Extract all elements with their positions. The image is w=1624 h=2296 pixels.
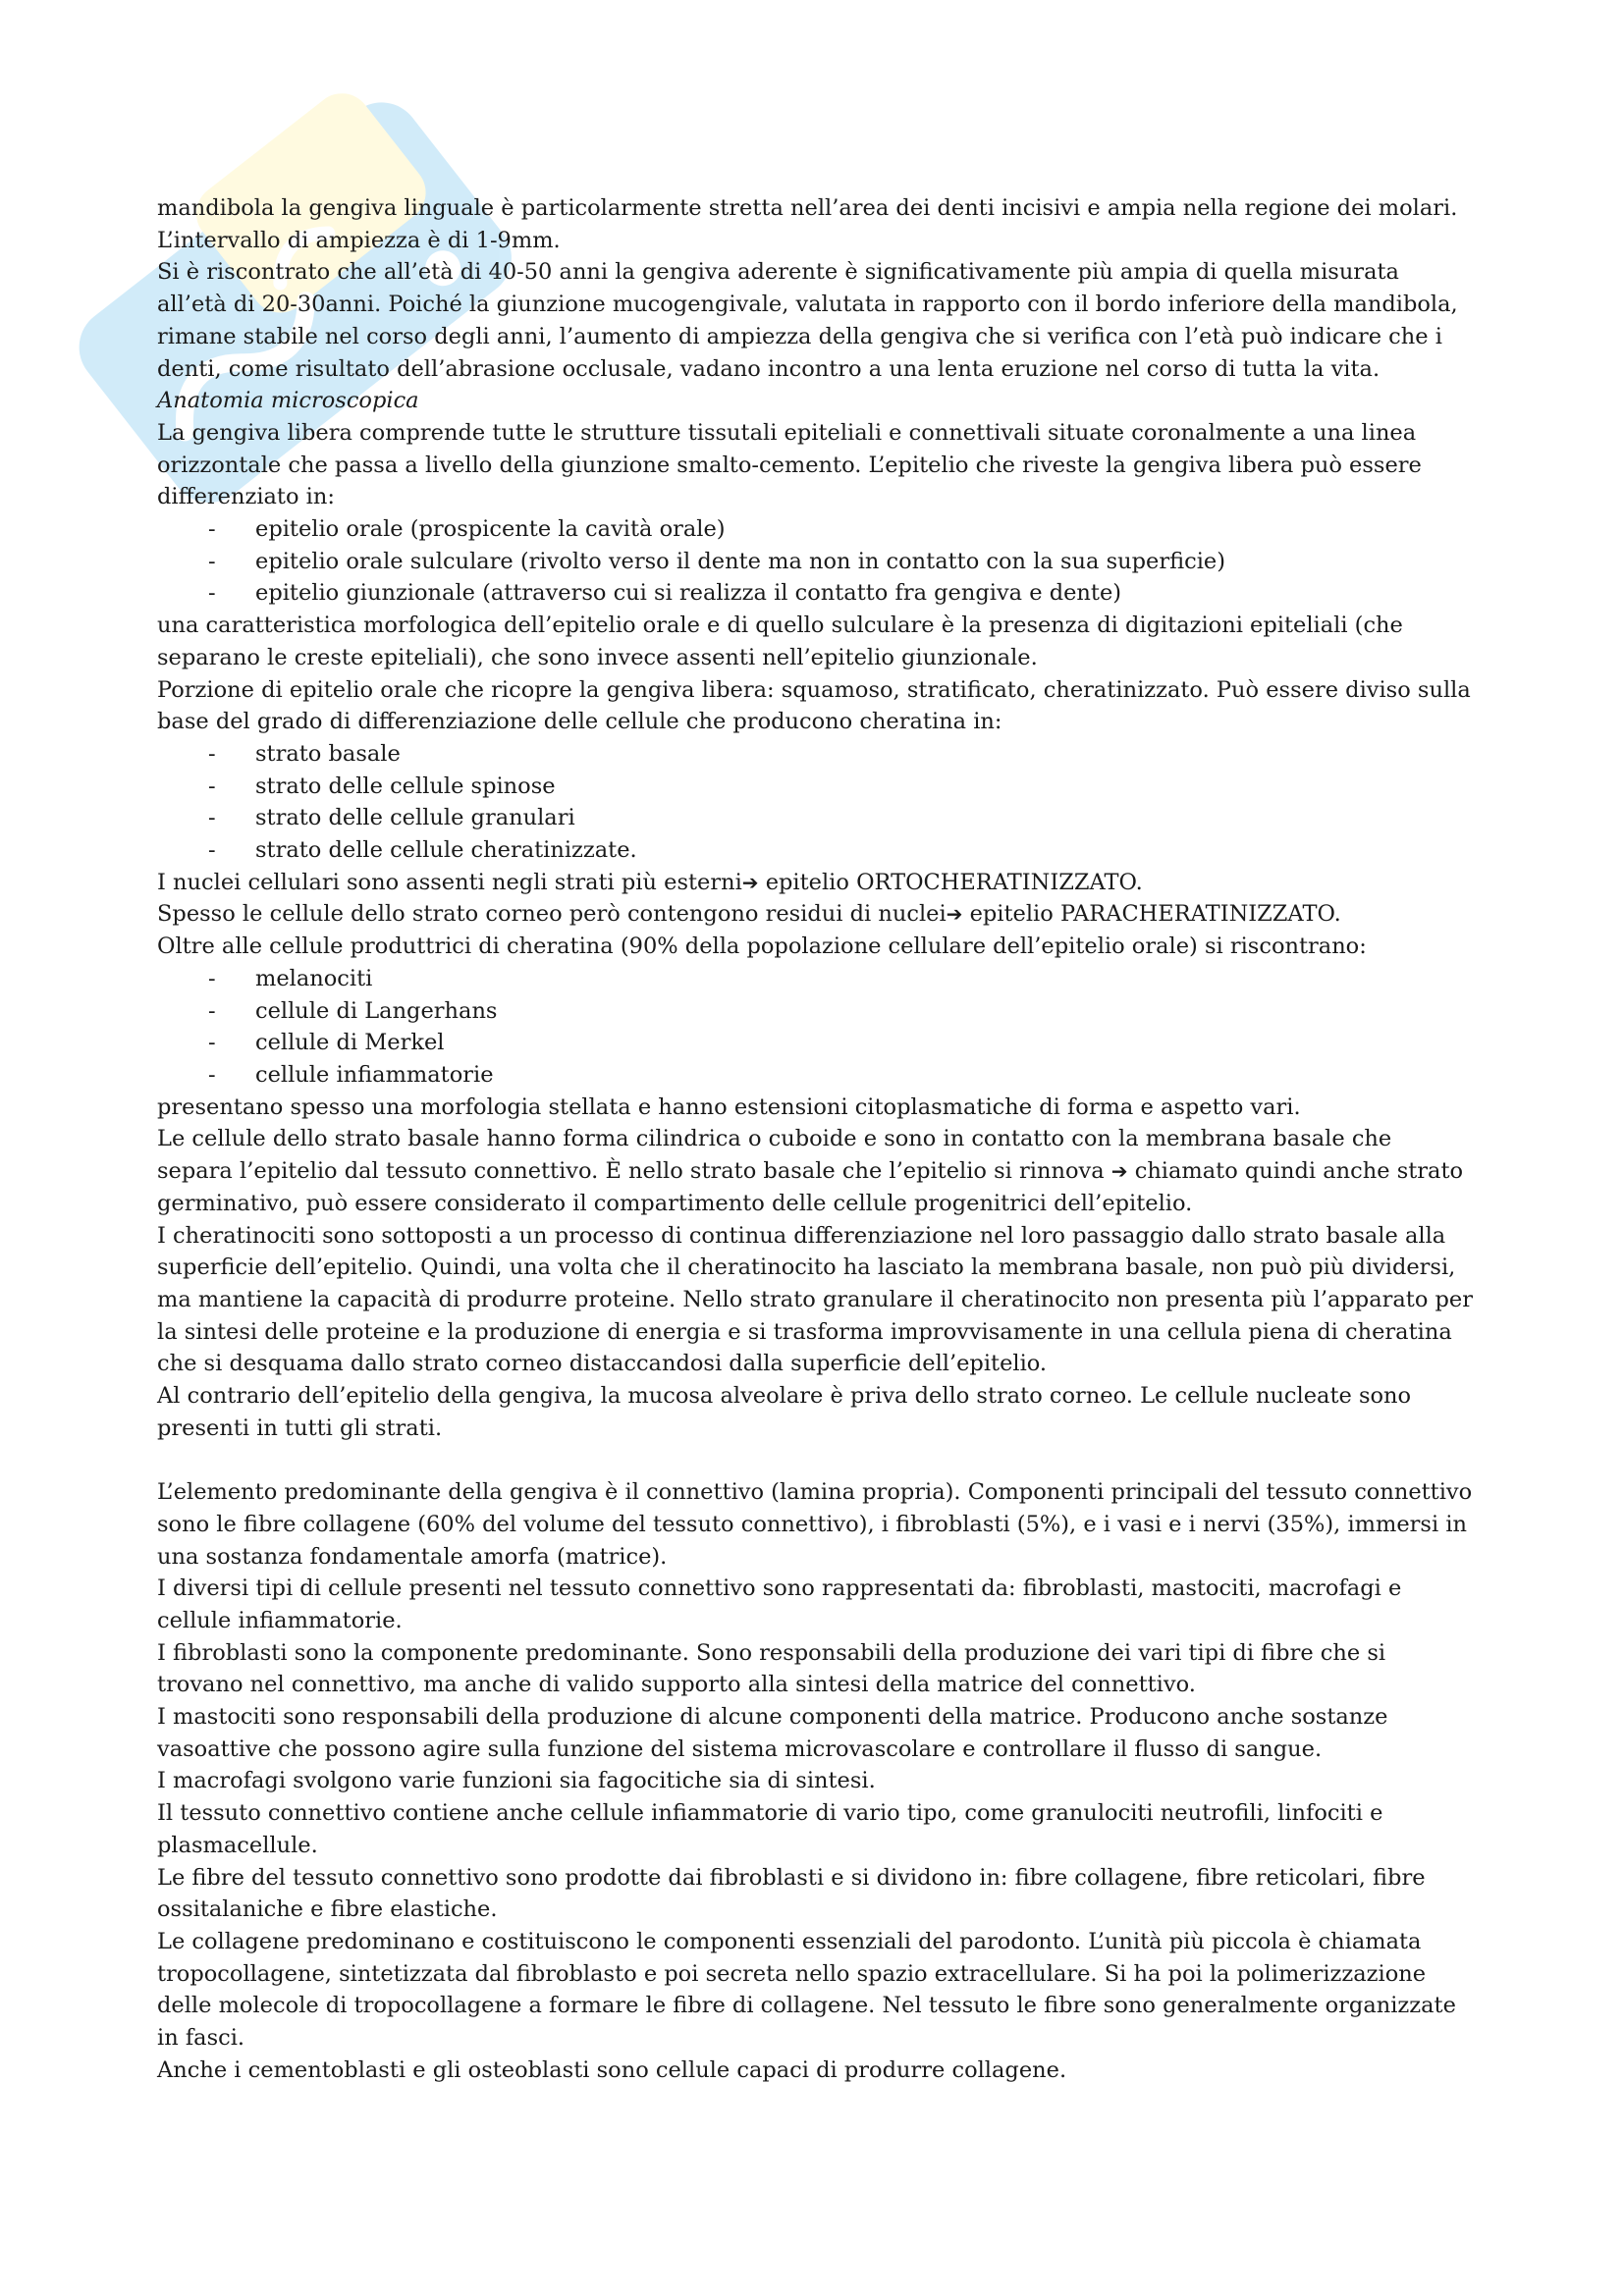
paragraph: Le collagene predominano e costituiscono le componenti essenziali del parodonto. L’unità più piccola è chiamata tropocollagene, sintetizzata dal fibroblasto e poi secreta nello spazio extracellulare. Si ha poi la polimerizzazione delle molecole di tropocollagene a formare le fibre di collagene. Nel tessuto le fibre sono generalmente organizzate in fasci.	[157, 1928, 1456, 2052]
paragraph: La gengiva libera comprende tutte le strutture tissutali epiteliali e connettivali situate coronalmente a una linea orizzontale che passa a livello della giunzione smalto-cemento. L’epitelio che riveste la gengiva libera può essere differenziato in:	[157, 419, 1422, 510]
paragraph	[157, 1123, 1473, 1219]
paragraph: I fibroblasti sono la componente predominante. Sono responsabili della produzione dei vari tipi di fibre che si trovano nel connettivo, ma anche di valido supporto alla sintesi della matrice del connettivo.	[157, 1639, 1386, 1698]
list-item: - strato delle cellule spinose	[157, 771, 1473, 803]
paragraph	[157, 867, 1473, 899]
paragraph: Il tessuto connettivo contiene anche cellule infiammatorie di vario tipo, come granulociti neutrofili, linfociti e plasmacellule.	[157, 1800, 1383, 1858]
text-span: epitelio PARACHERATINIZZATO.	[962, 901, 1341, 928]
list-item: - cellule di Langerhans	[157, 995, 1473, 1028]
paragraph: Anche i cementoblasti e gli osteoblasti sono cellule capaci di produrre collagene.	[157, 2056, 1067, 2083]
paragraph: I diversi tipi di cellule presenti nel tessuto connettivo sono rappresentati da: fibroblasti, mastociti, macrofagi e cellule infiammatorie.	[157, 1575, 1402, 1633]
text-span: epitelio ORTOCHERATINIZZATO.	[758, 869, 1143, 895]
arrow-icon: ➔	[741, 870, 759, 894]
paragraph: Le fibre del tessuto connettivo sono prodotte dai fibroblasti e si dividono in: fibre collagene, fibre reticolari, fibre ossitalaniche e fibre elastiche.	[157, 1864, 1426, 1923]
arrow-icon: ➔	[1110, 1159, 1128, 1184]
document-body	[157, 192, 1473, 2086]
paragraph	[157, 898, 1473, 931]
list-item: - strato delle cellule granulari	[157, 802, 1473, 834]
paragraph: Si è riscontrato che all’età di 40-50 anni la gengiva aderente è significativamente più ampia di quella misurata all’età di 20-30anni. Poiché la giunzione mucogengivale, valutata in rapporto con il bordo inferiore della mandibola, rimane stabile nel corso degli anni, l’aumento di ampiezza della gengiva che si verifica con l’età può indicare che i denti, come risultato dell’abrasione occlusale, vadano incontro a una lenta eruzione nel corso di tutta la vita.	[157, 259, 1458, 382]
text-span: Spesso le cellule dello strato corneo però contengono residui di nuclei	[157, 901, 947, 928]
bullet-list	[157, 963, 1473, 1092]
paragraph: una caratteristica morfologica dell’epitelio orale e di quello sulculare è la presenza di digitazioni epiteliali (che separano le creste epiteliali), che sono invece assenti nell’epitelio giunzionale.	[157, 613, 1403, 670]
list-item: - epitelio orale sulculare (rivolto verso il dente ma non in contatto con la sua superficie)	[157, 546, 1473, 578]
list-item: - melanociti	[157, 963, 1473, 995]
text-span: chiamato quindi anche strato germinativo, può essere considerato il compartimento delle cellule progenitrici dell’epitelio.	[157, 1158, 1464, 1216]
list-item: - strato delle cellule cheratinizzate.	[157, 834, 1473, 867]
list-item: - epitelio orale (prospicente la cavità orale)	[157, 513, 1473, 546]
list-item: - strato basale	[157, 738, 1473, 771]
text-span: I nuclei cellulari sono assenti negli strati più esterni	[157, 869, 742, 895]
bullet-list	[157, 738, 1473, 867]
paragraph: mandibola la gengiva linguale è particolarmente stretta nell’area dei denti incisivi e ampia nella regione dei molari. L’intervallo di ampiezza è di 1-9mm.	[157, 195, 1458, 253]
section-heading: Anatomia microscopica	[157, 388, 419, 414]
bullet-list	[157, 513, 1473, 610]
paragraph: Al contrario dell’epitelio della gengiva, la mucosa alveolare è priva dello strato corneo. Le cellule nucleate sono presenti in tutti gli strati.	[157, 1383, 1412, 1441]
paragraph: I mastociti sono responsabili della produzione di alcune componenti della matrice. Producono anche sostanze vasoattive che possono agire sulla funzione del sistema microvascolare e controllare il flusso di sangue.	[157, 1704, 1388, 1762]
paragraph: I cheratinociti sono sottoposti a un processo di continua differenziazione nel loro passaggio dallo strato basale alla superficie dell’epitelio. Quindi, una volta che il cheratinocito ha lasciato la membrana basale, non può più dividersi, ma mantiene la capacità di produrre proteine. Nello strato granulare il cheratinocito non presenta più l’apparato per la sintesi delle proteine e la produzione di energia e si trasforma improvvisamente in una cellula piena di cheratina che si desquama dallo strato corneo distaccandosi dalla superficie dell’epitelio.	[157, 1222, 1473, 1377]
list-item: - cellule infiammatorie	[157, 1059, 1473, 1092]
paragraph-gap	[157, 1444, 1473, 1476]
paragraph: presentano spesso una morfologia stellata e hanno estensioni citoplasmatiche di forma e aspetto vari.	[157, 1094, 1301, 1120]
paragraph: L’elemento predominante della gengiva è il connettivo (lamina propria). Componenti principali del tessuto connettivo sono le fibre collagene (60% del volume del tessuto connettivo), i fibroblasti (5%), e i vasi e i nervi (35%), immersi in una sostanza fondamentale amorfa (matrice).	[157, 1479, 1473, 1570]
list-item: - cellule di Merkel	[157, 1027, 1473, 1059]
list-item: - epitelio giunzionale (attraverso cui si realizza il contatto fra gengiva e dente)	[157, 577, 1473, 610]
arrow-icon: ➔	[946, 902, 963, 927]
paragraph: I macrofagi svolgono varie funzioni sia fagocitiche sia di sintesi.	[157, 1768, 876, 1794]
paragraph: Oltre alle cellule produttrici di cheratina (90% della popolazione cellulare dell’epitelio orale) si riscontrano:	[157, 934, 1367, 960]
paragraph: Porzione di epitelio orale che ricopre la gengiva libera: squamoso, stratificato, cheratinizzato. Può essere diviso sulla base del grado di differenziazione delle cellule che producono cheratina in:	[157, 676, 1471, 735]
text-span: Le cellule dello strato basale hanno forma cilindrica o cuboide e sono in contatto con la membrana basale che separa l’epitelio dal tessuto connettivo. È nello strato basale che l’epitelio si rinnova	[157, 1126, 1392, 1185]
